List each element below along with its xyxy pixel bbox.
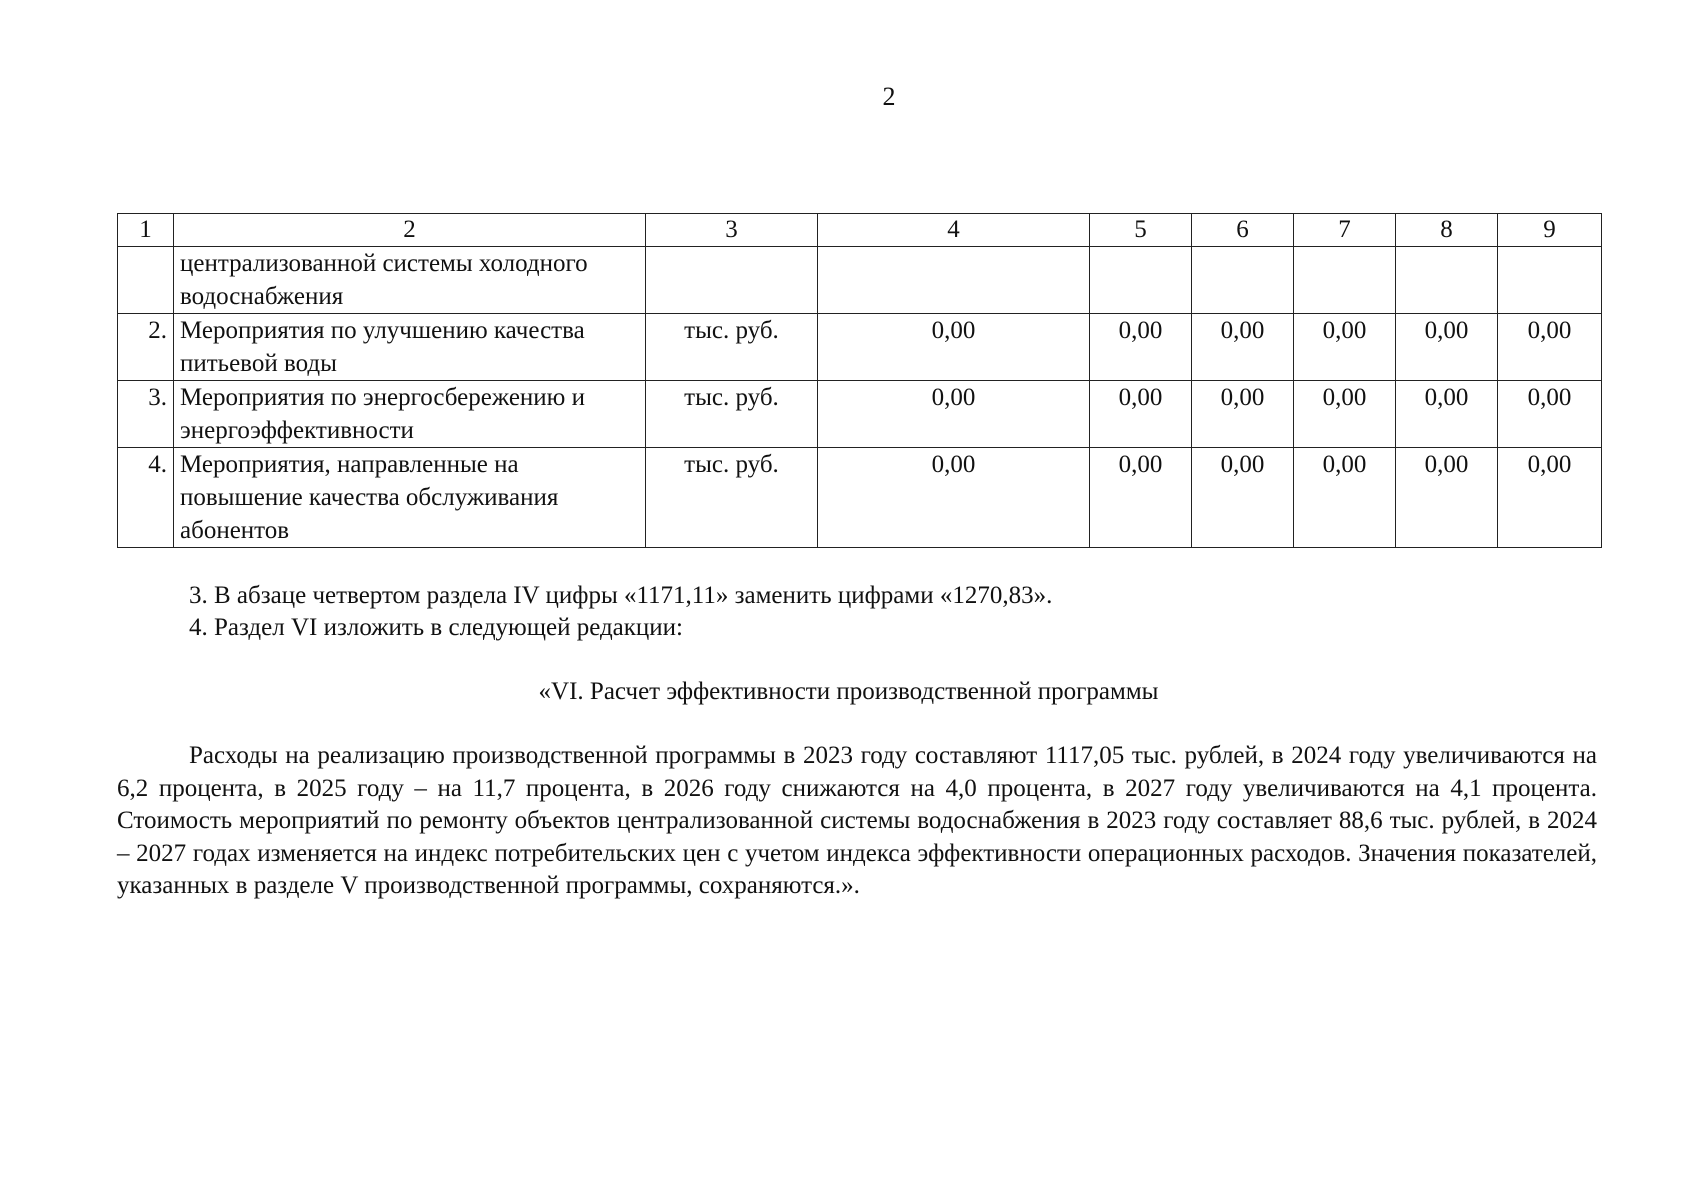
column-header: 4	[818, 214, 1090, 247]
section-body: Расходы на реализацию производственной программы в 2023 году составляют 1117,05 тыс. рублей, в 2024 году увеличиваются на 6,2 процента, в 2025 году – на 11,7 процента, в 2026 году снижаются на 4,0 процента, в 2027 году увеличиваются на 4,1 процента. Стоимость мероприятий по ремонту объектов централизованной системы водоснабжения в 2023 году составляет 88,6 тыс. рублей, в 2024 – 2027 годах изменяется на индекс потребительских цен с учетом индекса эффективности операционных расходов. Значения показателей, указанных в разделе V производственной программы, сохраняются.».	[117, 742, 1597, 899]
row-number: 4.	[118, 448, 174, 548]
column-header: 1	[118, 214, 174, 247]
column-header: 6	[1192, 214, 1294, 247]
program-table	[117, 213, 1602, 548]
value-cell: 0,00	[1498, 314, 1602, 381]
value-cell: 0,00	[1498, 448, 1602, 548]
value-cell	[1294, 247, 1396, 314]
row-number: 3.	[118, 381, 174, 448]
value-cell	[1192, 247, 1294, 314]
page-number: 2	[882, 82, 896, 111]
measure-name: Мероприятия по улучшению качества питьевой воды	[174, 314, 646, 381]
column-header: 9	[1498, 214, 1602, 247]
column-header: 7	[1294, 214, 1396, 247]
amendment-item-4: 4. Раздел VI изложить в следующей редакции:	[189, 614, 684, 641]
value-cell: 0,00	[1192, 314, 1294, 381]
column-header: 3	[646, 214, 818, 247]
value-cell: 0,00	[1294, 381, 1396, 448]
table-header-row	[118, 214, 1602, 247]
value-cell: 0,00	[1498, 381, 1602, 448]
table-row	[118, 247, 1602, 314]
unit-cell: тыс. руб.	[646, 314, 818, 381]
value-cell: 0,00	[1396, 381, 1498, 448]
value-cell: 0,00	[1294, 448, 1396, 548]
row-number: 2.	[118, 314, 174, 381]
value-cell: 0,00	[818, 381, 1090, 448]
value-cell	[1498, 247, 1602, 314]
value-cell: 0,00	[818, 448, 1090, 548]
value-cell	[818, 247, 1090, 314]
column-header: 2	[174, 214, 646, 247]
section-heading: «VI. Расчет эффективности производственной программы	[538, 678, 1159, 705]
table-row	[118, 448, 1602, 548]
value-cell: 0,00	[1396, 448, 1498, 548]
column-header: 5	[1090, 214, 1192, 247]
unit-cell	[646, 247, 818, 314]
value-cell: 0,00	[1294, 314, 1396, 381]
table-row	[118, 381, 1602, 448]
value-cell: 0,00	[1090, 381, 1192, 448]
unit-cell: тыс. руб.	[646, 381, 818, 448]
value-cell: 0,00	[1090, 448, 1192, 548]
row-number	[118, 247, 174, 314]
value-cell: 0,00	[1192, 448, 1294, 548]
value-cell	[1090, 247, 1192, 314]
amendment-item-3: 3. В абзаце четвертом раздела IV цифры «1171,11» заменить цифрами «1270,83».	[189, 582, 1053, 609]
value-cell: 0,00	[1396, 314, 1498, 381]
measure-name: Мероприятия по энергосбережению и энергоэффективности	[174, 381, 646, 448]
measure-name: централизованной системы холодного водоснабжения	[174, 247, 646, 314]
value-cell: 0,00	[818, 314, 1090, 381]
unit-cell: тыс. руб.	[646, 448, 818, 548]
value-cell: 0,00	[1090, 314, 1192, 381]
table-row	[118, 314, 1602, 381]
value-cell: 0,00	[1192, 381, 1294, 448]
value-cell	[1396, 247, 1498, 314]
measure-name: Мероприятия, направленные на повышение качества обслуживания абонентов	[174, 448, 646, 548]
column-header: 8	[1396, 214, 1498, 247]
